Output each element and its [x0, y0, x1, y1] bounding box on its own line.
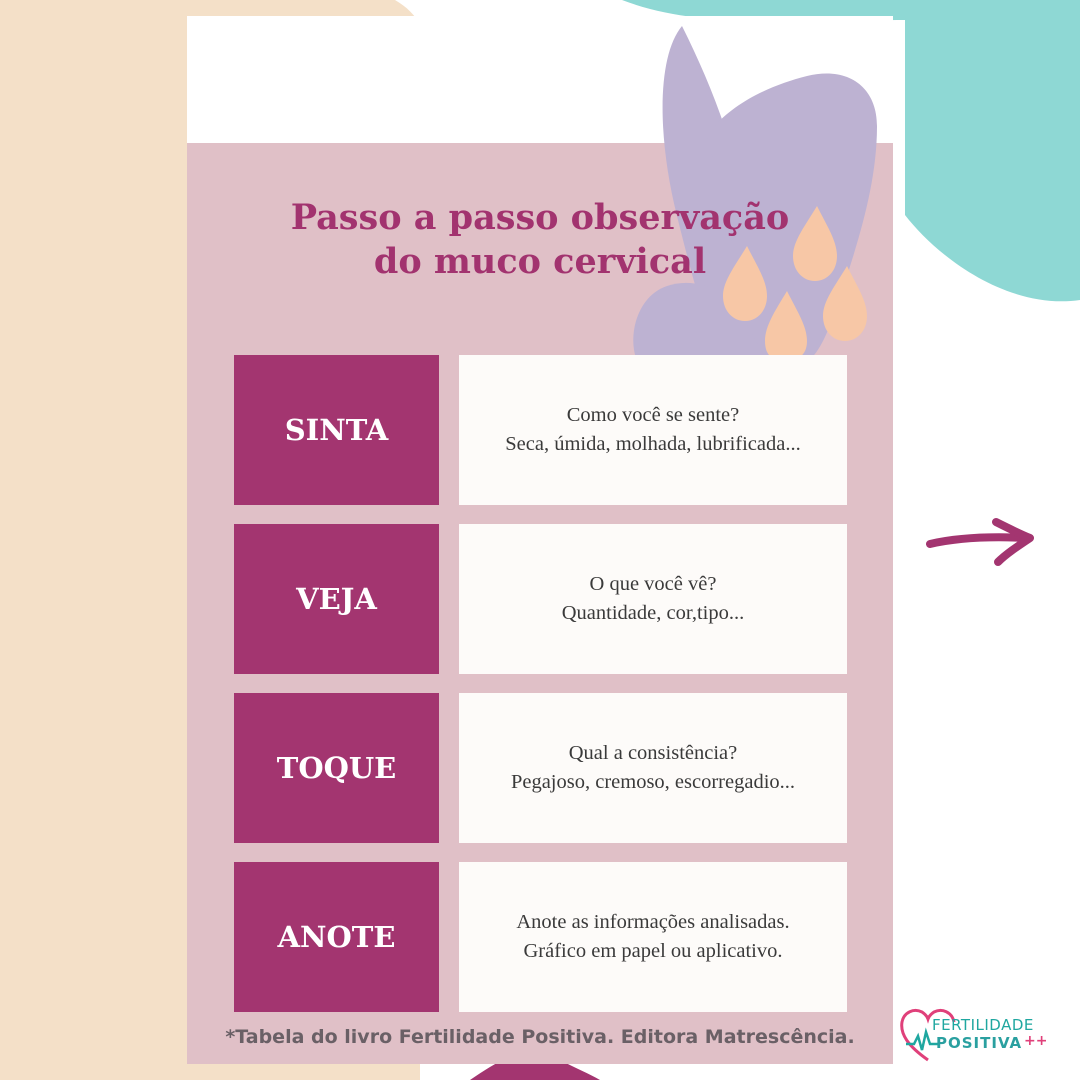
step-description-veja — [459, 524, 847, 674]
step-detail: Gráfico em papel ou aplicativo. — [523, 940, 783, 962]
title-line-2: do muco cervical — [373, 241, 707, 282]
step-description-sinta — [459, 355, 847, 505]
page-title — [187, 196, 893, 284]
step-description-toque — [459, 693, 847, 843]
title-line-1: Passo a passo observação — [290, 197, 790, 238]
brand-logo — [898, 1004, 1058, 1066]
step-question: Como você se sente? — [566, 404, 740, 426]
source-footnote: *Tabela do livro Fertilidade Positiva. Editora Matrescência. — [225, 1026, 855, 1048]
arrow-right-icon[interactable] — [926, 514, 1038, 570]
step-detail: Quantidade, cor,tipo... — [561, 602, 745, 624]
logo-line-2: POSITIVA — [936, 1034, 1023, 1052]
step-question: Qual a consistência? — [568, 742, 738, 764]
logo-line-1: FERTILIDADE — [932, 1016, 1034, 1034]
step-label-sinta: SINTA — [234, 355, 439, 505]
step-description-anote — [459, 862, 847, 1012]
step-detail: Seca, úmida, molhada, lubrificada... — [505, 433, 801, 455]
step-label-anote: ANOTE — [234, 862, 439, 1012]
step-question: Anote as informações analisadas. — [516, 911, 790, 933]
step-label-toque: TOQUE — [234, 693, 439, 843]
step-label-veja: VEJA — [234, 524, 439, 674]
logo-suffix: ++ — [1024, 1033, 1048, 1049]
step-detail: Pegajoso, cremoso, escorregadio... — [510, 771, 796, 793]
step-question: O que você vê? — [589, 573, 717, 595]
